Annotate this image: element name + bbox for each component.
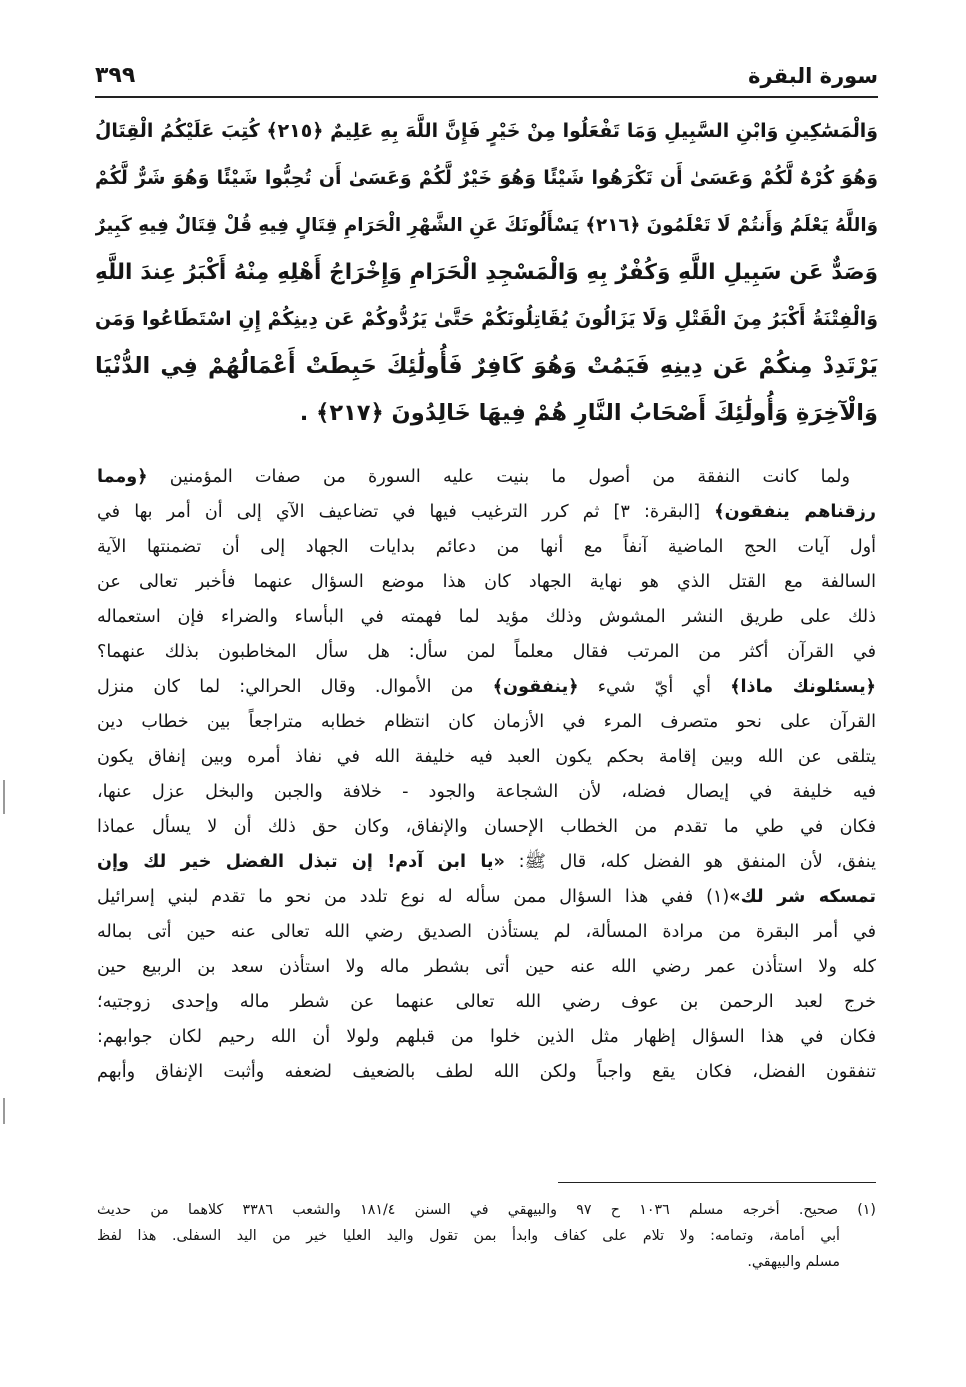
commentary-segment: كله ولا استأذن عمر رضي الله عنه حين أتى بشطر ماله ولا استأذن سعد بن الربيع حين	[97, 957, 876, 977]
page-header	[95, 62, 878, 96]
page-number: ٣٩٩	[95, 63, 136, 88]
highlighted-quote: ﴿ينفقون﴾	[492, 677, 579, 697]
commentary-segment: فكان في طي ما تقدم من الخطاب الإحسان والإنفاق، وكان حق ذلك أن لا يسأل عماذا	[97, 817, 876, 837]
commentary-segment: أول آيات الحج الماضية آنفاً مع أنها من دعائم بدايات الجهاد إلى أن تضمنتها الآية	[97, 537, 876, 557]
verse-line: وَالْآخِرَةِ وَأُولَٰئِكَ أَصْحَابُ النَّارِ هُمْ فِيهَا خَالِدُونَ ﴿٢١٧﴾ .	[299, 400, 878, 426]
footnote-line: أبي أمامة، وتمامه: ولا تلام على كفاف وابدأ بمن تقول واليد العليا خير من اليد السفلى. هذا لفظ	[97, 1228, 840, 1244]
commentary-segment: في القرآن أكثر من المرتب فقال معلماً لمن سأل: هل سأل المخاطبون بذلك عنهما؟	[97, 642, 876, 662]
commentary-segment: خرج لعبد الرحمن بن عوف رضي الله تعالى عنهما عن شطر ماله وإحدى زوجتيه؛	[97, 992, 876, 1012]
commentary-line	[97, 635, 876, 670]
header-rule	[95, 96, 878, 98]
commentary-segment: [البقرة: ٣] ثم كرر الترغيب فيها في تضاعيف الآي إلى أن أمر بها في	[97, 502, 715, 522]
commentary-segment: فيه خليفة في إيصال فضله، لأن الشجاعة والجود - خلافة والجبن والبخل عزل عنها،	[97, 782, 876, 802]
verse-line: وَالْمَسَٰكِينِ وَابْنِ السَّبِيلِ وَمَا تَفْعَلُوا مِنْ خَيْرٍ فَإِنَّ اللَّهَ بِهِ عَلِيمٌ ﴿٢١٥﴾ كُتِبَ عَلَيْكُمُ الْقِتَالُ	[95, 120, 878, 142]
commentary-segment: ينفق، لأن المنفق هو الفضل كله، قال ﷺ:	[504, 852, 876, 872]
commentary-segment: فكان في هذا السؤال إظهار مثل الذين خلوا من قبلهم ولولا أن الله رحيم لكان جوابهم:	[97, 1027, 876, 1047]
commentary-segment: ذلك على طريق النشر المشوش وذلك مؤيد لما فهمته في البأساء والضراء فإن استعماله	[97, 607, 876, 627]
scan-margin-mark	[3, 780, 5, 814]
commentary-line	[97, 845, 876, 880]
commentary-line	[97, 565, 876, 600]
commentary-line	[97, 460, 876, 495]
footnote-line: (١) صحيح. أخرجه مسلم ١٠٣٦ ح ٩٧ والبيهقي في السنن ١٨١/٤ والشعب ٣٣٨٦ كلاهما من حديث	[97, 1202, 876, 1218]
commentary-text	[97, 460, 876, 1090]
commentary-line	[97, 985, 876, 1020]
verse-line: وَهُوَ كُرْهٌ لَّكُمْ وَعَسَىٰ أَن تَكْرَهُوا شَيْئًا وَهُوَ خَيْرٌ لَّكُمْ وَعَسَىٰ أَن تُحِبُّوا شَيْئًا وَهُوَ شَرٌّ لَّكُمْ	[95, 167, 878, 189]
footnote-line: مسلم والبيهقي.	[747, 1254, 840, 1270]
footnote-rule	[558, 1182, 876, 1183]
commentary-segment: السالفة مع القتل الذي هو نهاية الجهاد كان هذا موضع السؤال عنهما فأخبر تعالى عن	[97, 572, 876, 592]
commentary-line	[97, 600, 876, 635]
highlighted-quote: رزقناهم ينفقون﴾	[714, 502, 876, 522]
commentary-line	[97, 880, 876, 915]
commentary-line	[97, 775, 876, 810]
commentary-line	[97, 670, 876, 705]
verse-line: يَرْتَدِدْ مِنكُمْ عَن دِينِهِ فَيَمُتْ وَهُوَ كَافِرٌ فَأُولَٰئِكَ حَبِطَتْ أَعْمَالُهُمْ فِي الدُّنْيَا	[95, 353, 878, 379]
verse-line: وَاللَّهُ يَعْلَمُ وَأَنتُمْ لَا تَعْلَمُونَ ﴿٢١٦﴾ يَسْأَلُونَكَ عَنِ الشَّهْرِ الْحَرَامِ قِتَالٍ فِيهِ قُلْ قِتَالٌ فِيهِ كَبِيرٌ	[95, 215, 878, 236]
verse-line: وَالْفِتْنَةُ أَكْبَرُ مِنَ الْقَتْلِ وَلَا يَزَالُونَ يُقَاتِلُونَكُمْ حَتَّىٰ يَرُدُّوكُمْ عَن دِينِكُمْ إِنِ اسْتَطَاعُوا وَمَن	[95, 308, 878, 330]
commentary-line	[97, 705, 876, 740]
scan-margin-mark	[3, 1098, 5, 1124]
running-title: سورة البقرة	[748, 64, 878, 88]
highlighted-quote: ﴿ومما	[97, 467, 148, 487]
commentary-segment: في أمر البقرة من مرادة المسألة، لم يستأذن الصديق رضي الله تعالى عنه حين أتى بماله	[97, 922, 876, 942]
commentary-segment: تنفقون الفضل، فكان يقع واجباً ولكن الله لطف بالضعيف لضعفه وأثبت الإنفاق وأبهم	[97, 1062, 876, 1082]
commentary-segment: أي أيّ شيء	[578, 677, 731, 697]
commentary-line	[97, 740, 876, 775]
commentary-line	[97, 495, 876, 530]
commentary-segment: ولما كانت النفقة من أصول ما بنيت عليه السورة من صفات المؤمنين	[147, 467, 850, 487]
quran-verses-block	[95, 108, 878, 437]
commentary-segment: (١) ففي هذا السؤال ممن سأله له نوع تلدد من نحو ما تقدم لبني إسرائيل	[97, 887, 730, 907]
commentary-segment: يتلقى عن الله وبين إقامة بحكم يكون العبد فيه خليفة الله في نفاذ أمره وبين إنفاق يكون	[97, 747, 876, 767]
commentary-line	[97, 530, 876, 565]
commentary-line	[97, 1020, 876, 1055]
commentary-segment: القرآن على نحو متصرف المرء في الأزمان كان انتظام خطابه متراجعاً بين خطاب دين	[97, 712, 876, 732]
commentary-line	[97, 915, 876, 950]
highlighted-quote: ﴿يسئلونك ماذا﴾	[730, 677, 876, 697]
highlighted-quote: تمسكه شر لك»	[729, 887, 876, 907]
commentary-line	[97, 950, 876, 985]
commentary-line	[97, 1055, 876, 1090]
commentary-line	[97, 810, 876, 845]
commentary-segment: من الأموال. وقال الحرالي: لما كان منزل	[97, 677, 493, 697]
highlighted-quote: «يا ابن آدم! إن تبذل الفضل خير لك وإن	[97, 852, 505, 872]
verse-line: وَصَدٌّ عَن سَبِيلِ اللَّهِ وَكُفْرٌ بِهِ وَالْمَسْجِدِ الْحَرَامِ وَإِخْرَاجُ أَهْلِهِ مِنْهُ أَكْبَرُ عِندَ اللَّهِ	[95, 260, 878, 285]
footnotes-block	[97, 1197, 876, 1275]
